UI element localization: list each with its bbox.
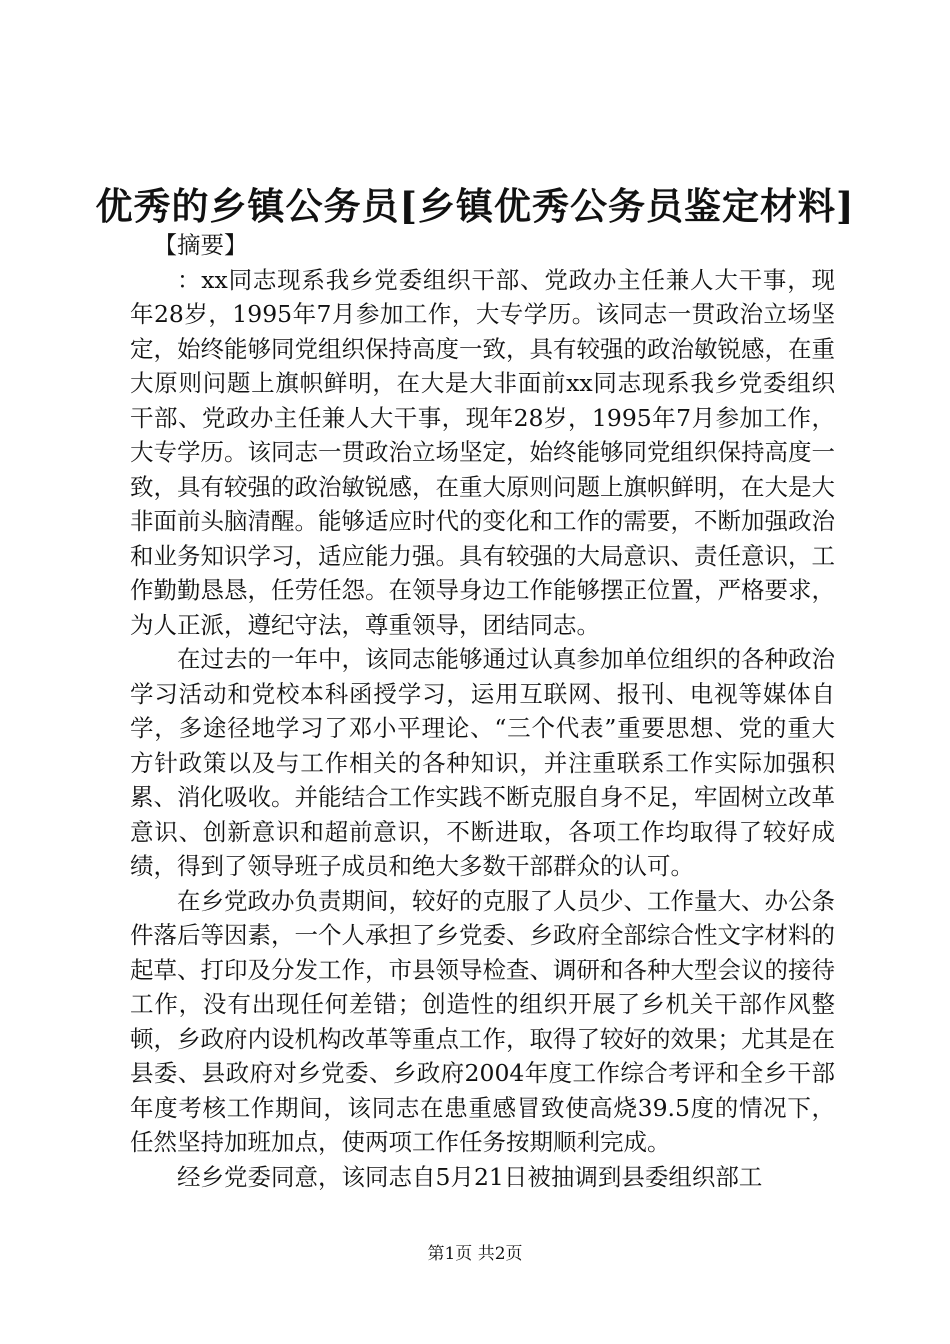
paragraph-1: ：xx同志现系我乡党委组织干部、党政办主任兼人大干事，现年28岁，1995年7月参加工作，大专学历。该同志一贯政治立场坚定，始终能够同党组织保持高度一致，具有较强的政治敏锐感，在重大原则问题上旗帜鲜明，在大是大非面前xx同志现系我乡党委组织干部、党政办主任兼人大干事，现年28岁，1995年7月参加工作，大专学历。该同志一贯政治立场坚定，始终能够同党组织保持高度一致，具有较强的政治敏锐感，在重大原则问题上旗帜鲜明，在大是大非面前头脑清醒。能够适应时代的变化和工作的需要，不断加强政治和业务知识学习，适应能力强。具有较强的大局意识、责任意识，工作勤勤恳恳，任劳任怨。在领导身边工作能够摆正位置，严格要求，为人正派，遵纪守法，尊重领导，团结同志。	[130, 265, 835, 639]
paragraph-2: 在过去的一年中，该同志能够通过认真参加单位组织的各种政治学习活动和党校本科函授学习，运用互联网、报刊、电视等媒体自学，多途径地学习了邓小平理论、“三个代表”重要思想、党的重大方针政策以及与工作相关的各种知识，并注重联系工作实际加强积累、消化吸收。并能结合工作实践不断克服自身不足，牢固树立改革意识、创新意识和超前意识，不断进取，各项工作均取得了较好成绩，得到了领导班子成员和绝大多数干部群众的认可。	[130, 645, 835, 880]
page-number-footer: 第1页 共2页	[427, 1244, 523, 1264]
document-body	[130, 228, 835, 1194]
document-title: 优秀的乡镇公务员[乡镇优秀公务员鉴定材料]	[95, 184, 855, 228]
paragraph-4: 经乡党委同意，该同志自5月21日被抽调到县委组织部工	[177, 1162, 763, 1191]
abstract-label: 【摘要】	[153, 231, 248, 259]
paragraph-3: 在乡党政办负责期间，较好的克服了人员少、工作量大、办公条件落后等因素，一个人承担了乡党委、乡政府全部综合性文字材料的起草、打印及分发工作，市县领导检查、调研和各种大型会议的接待工作，没有出现任何差错；创造性的组织开展了乡机关干部作风整顿，乡政府内设机构改革等重点工作，取得了较好的效果；尤其是在县委、县政府对乡党委、乡政府2004年度工作综合考评和全乡干部年度考核工作期间，该同志在患重感冒致使高烧39.5度的情况下，任然坚持加班加点，使两项工作任务按期顺利完成。	[130, 886, 835, 1156]
